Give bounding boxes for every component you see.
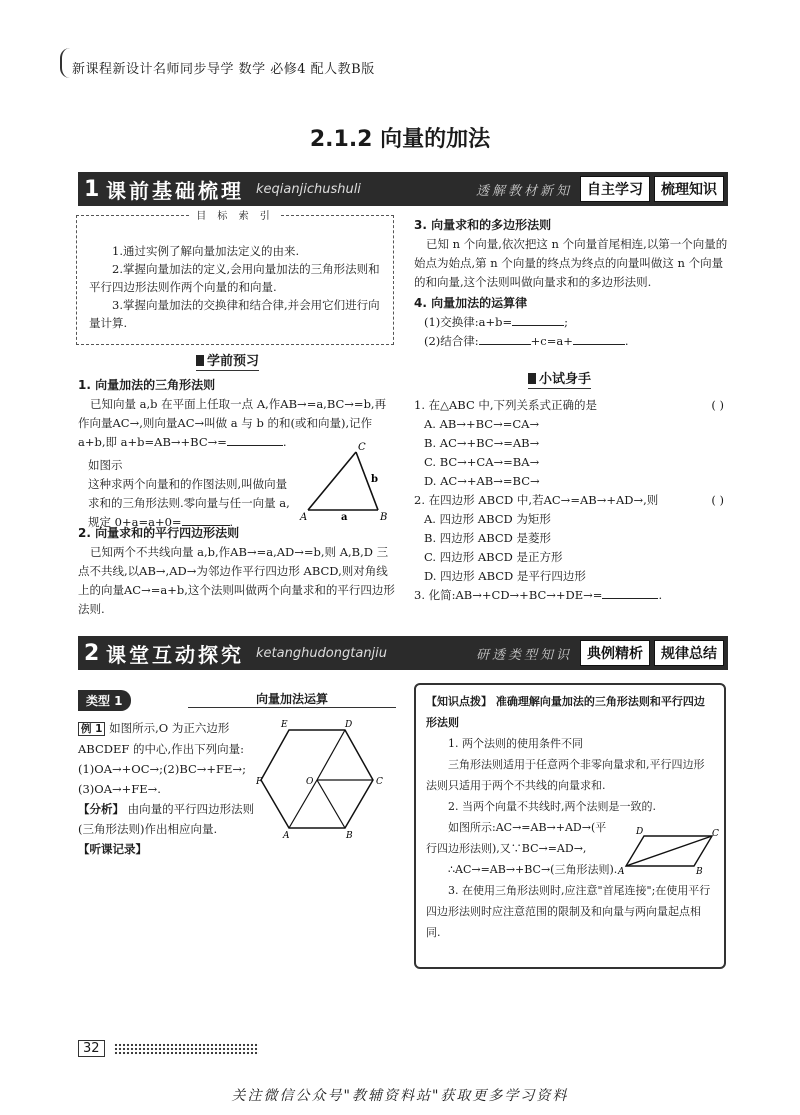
example1-q2: (3)OA→+FE→. xyxy=(78,782,161,796)
section2-slogan: 研透类型知识 xyxy=(475,647,572,663)
trial-q1-option[interactable]: C. BC→+CA→=BA→ xyxy=(424,455,540,469)
preview-item2-text: 已知两个不共线向量 a,b,作AB→=a,AD→=b,则 A,B,D 三点不共线,以AB→,AD→为邻边作平行四边形 ABCD,则对角线上的向量AC→=a+b,这个法则叫做两个向量求和的平行四边形法则. xyxy=(78,545,395,616)
section1-title: 课前基础梳理 xyxy=(106,178,244,203)
preview-item3-title: 3. 向量求和的多边形法则 xyxy=(414,218,552,232)
preview-item2-title: 2. 向量求和的平行四边形法则 xyxy=(78,526,240,540)
label-D: D xyxy=(345,720,353,730)
label-B: B xyxy=(380,512,388,523)
label-E: E xyxy=(281,720,288,730)
label-C: C xyxy=(376,777,383,787)
preview-item2 xyxy=(78,524,396,619)
preview-item1-figure-ref: 如图示 xyxy=(88,458,123,472)
knowledge-line: 三角形法则适用于任意两个非零向量求和,平行四边形法则只适用于两个不共线的向量求和. xyxy=(426,758,705,792)
section1-tag-self-study: 自主学习 xyxy=(580,176,650,202)
trial-q2-option[interactable]: A. 四边形 ABCD 为矩形 xyxy=(424,512,551,526)
preview-item1-zero-rule: 这种求两个向量和的作图法则,叫做向量求和的三角形法则.零向量与任一向量 a,规定 0+a=a+0= . xyxy=(88,477,290,529)
commutative-law: (1)交换律:a+b= ; xyxy=(424,315,569,329)
preview-item1-continued xyxy=(88,456,298,532)
type1-bar xyxy=(78,690,396,710)
trial-q2-option[interactable]: C. 四边形 ABCD 是正方形 xyxy=(424,550,563,564)
example1-record: 【听课记录】 xyxy=(78,842,147,856)
page-title: 2.1.2 向量的加法 xyxy=(309,127,491,152)
example1-label: 例 1 xyxy=(78,722,105,736)
running-header: 新课程新设计名师同步导学 数学 必修4 配人教B版 xyxy=(72,62,375,77)
type1-label: 类型 1 xyxy=(78,690,131,711)
knowledge-line: 如图所示:AC→=AB→+AD→(平行四边形法则),又∵BC→=AD→, xyxy=(426,821,607,855)
section1-slogan: 透解教材新知 xyxy=(475,183,572,199)
knowledge-line: 3. 在使用三角形法则时,应注意"首尾连接";在使用平行四边形法则时应注意范围的限制及和向量与两向量起点相同. xyxy=(426,884,711,939)
answer-blank[interactable] xyxy=(479,344,531,345)
knowledge-line: ∴AC→=AB→+BC→(三角形法则). xyxy=(448,863,618,876)
section1-pinyin: keqianjichushuli xyxy=(256,181,361,197)
answer-blank[interactable] xyxy=(573,344,625,345)
section2-title: 课堂互动探究 xyxy=(106,642,244,667)
goals-heading: 目 标 索 引 xyxy=(190,208,280,226)
label-A: A xyxy=(618,867,625,874)
label-A: A xyxy=(300,512,308,523)
goals-box xyxy=(76,211,394,345)
trial-q1-option[interactable]: D. AC→+AB→=BC→ xyxy=(424,474,540,488)
answer-blank[interactable] xyxy=(512,325,564,326)
knowledge-heading: 【知识点拨】 准确理解向量加法的三角形法则和平行四边形法则 xyxy=(426,695,705,729)
section1-number: 1 xyxy=(84,176,100,202)
section1-banner xyxy=(78,172,728,206)
preview-item4-title: 4. 向量加法的运算律 xyxy=(414,296,528,310)
trial-heading: 小试身手 xyxy=(528,372,591,389)
footer-note: 关注微信公众号"教辅资料站"获取更多学习资料 xyxy=(231,1088,569,1104)
section1-tag-review: 梳理知识 xyxy=(654,176,724,202)
page-footer xyxy=(78,1040,258,1058)
preview-heading: 学前预习 xyxy=(196,354,259,371)
example1-text: 例 1 如图所示,O 为正六边形 ABCDEF 的中心,作出下列向量: xyxy=(78,721,245,756)
trial-q2-option[interactable]: B. 四边形 ABCD 是菱形 xyxy=(424,531,552,545)
label-D: D xyxy=(636,827,644,837)
preview-right-column xyxy=(414,216,728,351)
trial-q1: 1. 在△ABC 中,下列关系式正确的是 ( ) xyxy=(414,398,724,412)
goal-item: 2.掌握向量加法的定义,会用向量加法的三角形法则和平行四边形法则作两个向量的和向量. xyxy=(89,262,380,294)
answer-blank[interactable] xyxy=(227,445,283,446)
knowledge-line: 1. 两个法则的使用条件不同 xyxy=(448,737,583,750)
trial-q1-option[interactable]: A. AB→+BC→=CA→ xyxy=(424,417,540,431)
label-A: A xyxy=(283,831,290,840)
heading-marker-icon xyxy=(196,355,204,366)
example1-q1: (1)OA→+OC→;(2)BC→+FE→; xyxy=(78,762,246,776)
dotted-bar xyxy=(114,1043,259,1055)
preview-item1-text: 已知向量 a,b 在平面上任取一点 A,作AB→=a,BC→=b,再作向量AC→,则向量AC→叫做 a 与 b 的和(或和向量),记作 a+b,即 a+b=AB→+BC→= . xyxy=(78,397,387,449)
label-a: a xyxy=(341,512,348,523)
trial-column xyxy=(414,396,728,605)
triangle-rule-figure xyxy=(298,438,398,526)
section2-pinyin: ketanghudongtanjiu xyxy=(256,645,388,661)
associative-law: (2)结合律: +c=a+ . xyxy=(424,334,629,348)
hexagon-figure xyxy=(256,716,396,840)
example1-analysis: 【分析】 由向量的平行四边形法则(三角形法则)作出相应向量. xyxy=(78,802,255,836)
answer-blank[interactable] xyxy=(602,598,658,599)
trial-q3: 3. 化简:AB→+CD→+BC→+DE→= . xyxy=(414,588,663,602)
label-B: B xyxy=(696,867,703,874)
page-number: 32 xyxy=(78,1040,105,1057)
label-C: C xyxy=(712,829,719,839)
preview-item1-title: 1. 向量加法的三角形法则 xyxy=(78,378,216,392)
section2-banner xyxy=(78,636,728,670)
label-b: b xyxy=(371,474,378,485)
heading-marker-icon xyxy=(528,373,536,384)
trial-q2-option[interactable]: D. 四边形 ABCD 是平行四边形 xyxy=(424,569,586,583)
goal-item: 1.通过实例了解向量加法定义的由来. xyxy=(112,244,300,258)
section2-tag-examples: 典例精析 xyxy=(580,640,650,666)
section2-tag-summary: 规律总结 xyxy=(654,640,724,666)
section2-number: 2 xyxy=(84,640,100,666)
goal-item: 3.掌握向量加法的交换律和结合律,并会用它们进行向量计算. xyxy=(89,298,380,330)
preview-item3-text: 已知 n 个向量,依次把这 n 个向量首尾相连,以第一个向量的始点为始点,第 n 个向量的终点为终点的向量叫做这 n 个向量的和向量,这个法则叫做向量求和的多边形法则. xyxy=(414,237,728,289)
example1 xyxy=(78,718,260,859)
parallelogram-figure xyxy=(616,826,722,874)
label-B: B xyxy=(346,831,353,840)
label-O: O xyxy=(306,777,314,787)
label-C: C xyxy=(358,442,366,453)
trial-q2: 2. 在四边形 ABCD 中,若AC→=AB→+AD→,则 ( ) xyxy=(414,493,724,507)
label-F: F xyxy=(256,777,263,787)
type1-title: 向量加法运算 xyxy=(188,690,396,708)
trial-q1-option[interactable]: B. AC→+BC→=AB→ xyxy=(424,436,540,450)
knowledge-line: 2. 当两个向量不共线时,两个法则是一致的. xyxy=(448,800,656,813)
